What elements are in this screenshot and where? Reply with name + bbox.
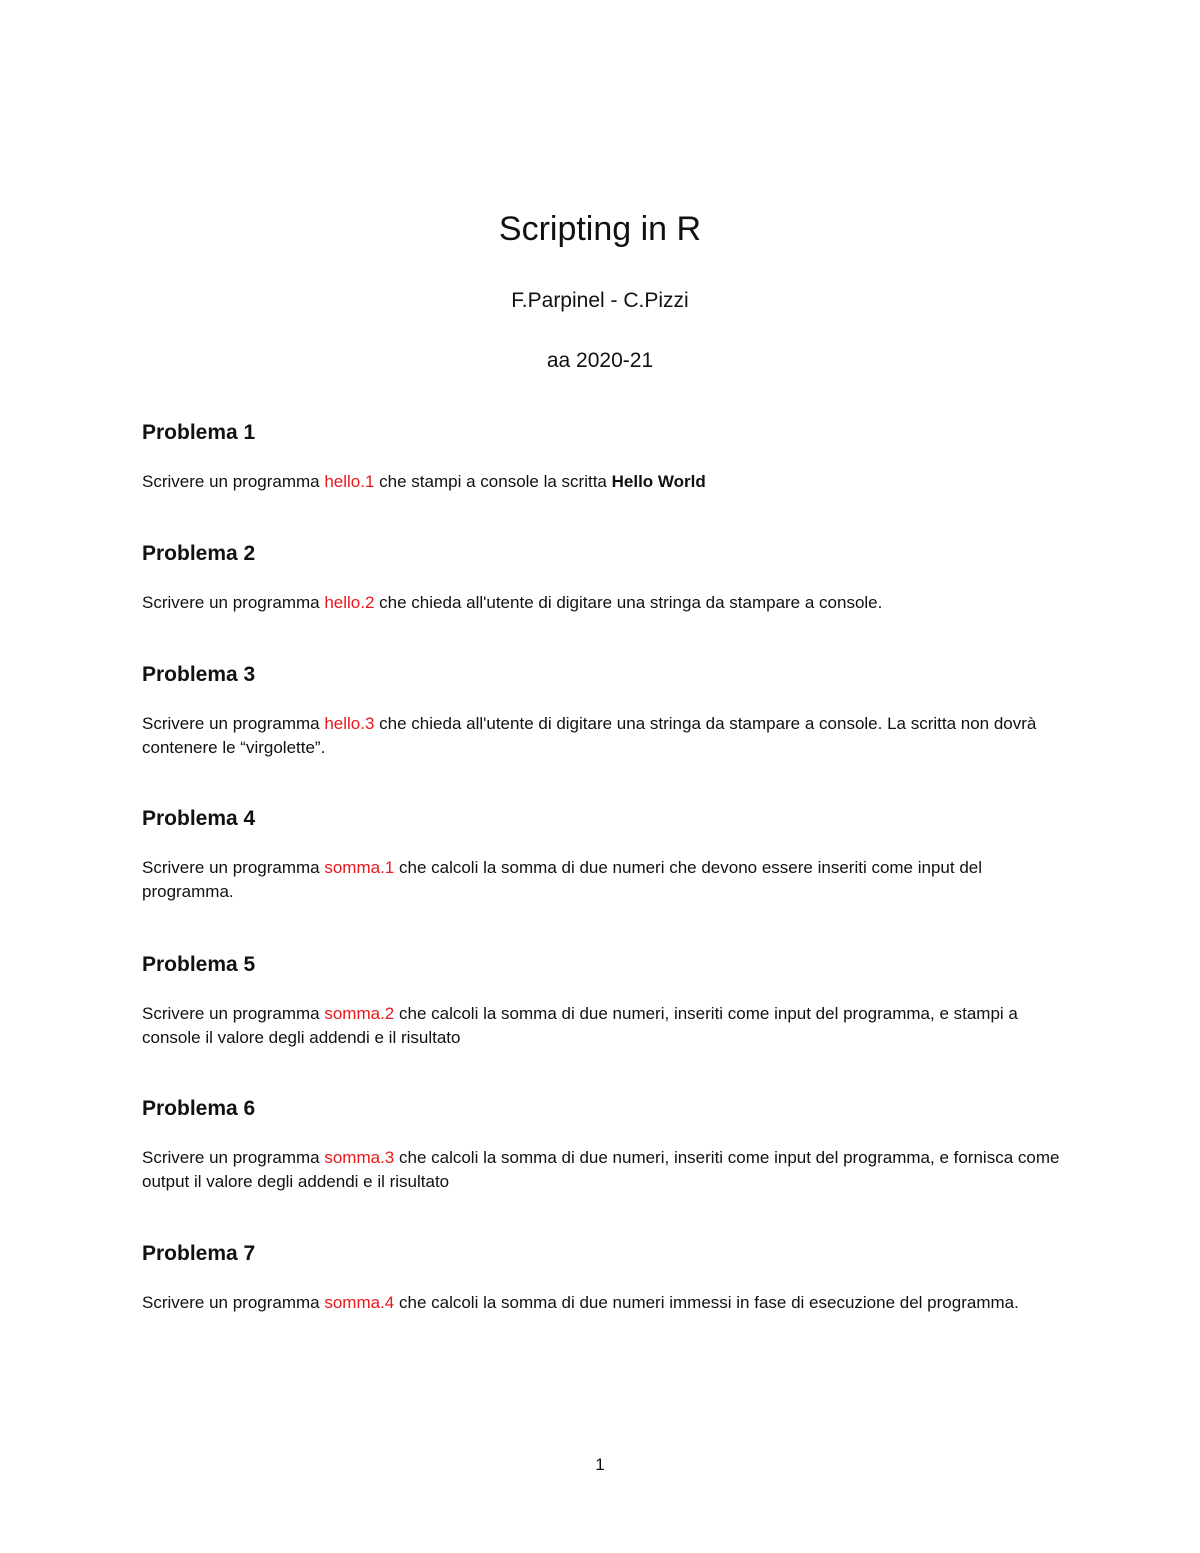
program-name: somma.3 [324,1148,395,1167]
problem-heading: Problema 5 [142,953,256,976]
program-name: hello.2 [324,593,375,612]
problem-section [142,420,1067,494]
problem-description: che stampi a console la scritta [374,472,612,491]
problem-heading: Problema 7 [142,1242,256,1265]
problem-text [142,1002,1067,1050]
problem-intro: Scrivere un programma [142,858,325,877]
problem-heading: Problema 6 [142,1097,256,1120]
problem-intro: Scrivere un programma [142,1148,325,1167]
problem-section [142,806,1067,904]
problem-description: che chieda all'utente di digitare una stringa da stampare a console. La scritta non dovrà contenere le “virgolette”. [142,714,1037,757]
page-number: 1 [595,1455,605,1474]
problem-heading: Problema 2 [142,542,256,565]
program-name: somma.4 [324,1293,395,1312]
problem-text [142,856,1067,904]
problem-description: che calcoli la somma di due numeri immessi in fase di esecuzione del programma. [394,1293,1019,1312]
program-name: somma.2 [324,1004,395,1023]
problem-emphasis: Hello World [611,472,706,491]
problem-text [142,1291,1067,1315]
document-authors: F.Parpinel - C.Pizzi [511,289,689,312]
problem-section [142,662,1067,760]
problem-intro: Scrivere un programma [142,593,325,612]
problem-description: che calcoli la somma di due numeri, inseriti come input del programma, e fornisca come output il valore degli addendi e il risultato [142,1148,1060,1191]
problem-text [142,470,1067,494]
problem-section [142,1096,1067,1194]
program-name: hello.1 [324,472,375,491]
problem-section [142,1241,1067,1315]
problem-intro: Scrivere un programma [142,1293,325,1312]
program-name: hello.3 [324,714,375,733]
problem-heading: Problema 4 [142,807,256,830]
program-name: somma.1 [324,858,395,877]
problem-heading: Problema 3 [142,663,256,686]
problem-heading: Problema 1 [142,421,256,444]
problem-text [142,1146,1067,1194]
problem-intro: Scrivere un programma [142,472,325,491]
problem-text [142,712,1067,760]
problem-section [142,952,1067,1050]
problem-intro: Scrivere un programma [142,1004,325,1023]
problem-intro: Scrivere un programma [142,714,325,733]
document-title: Scripting in R [498,210,702,248]
problem-text [142,591,1067,615]
problem-description: che calcoli la somma di due numeri, inseriti come input del programma, e stampi a console il valore degli addendi e il risultato [142,1004,1018,1047]
academic-year: aa 2020-21 [546,349,654,372]
problem-section [142,541,1067,615]
problem-description: che calcoli la somma di due numeri che devono essere inseriti come input del programma. [142,858,983,901]
problem-description: che chieda all'utente di digitare una stringa da stampare a console. [374,593,883,612]
